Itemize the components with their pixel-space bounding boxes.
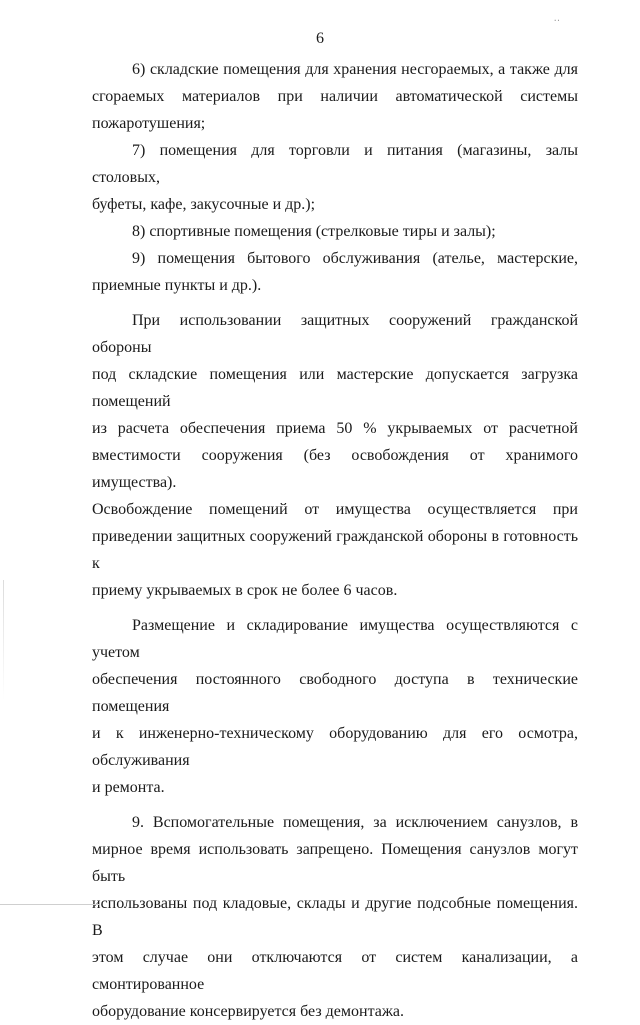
text-line: помещений <box>92 393 171 410</box>
text-line: 6) складские помещения для хранения несгораемых, а также для <box>132 61 578 78</box>
text-line: и ремонта. <box>92 779 165 796</box>
text-line: вместимости сооружения (без освобождения от хранимого имущества). <box>92 447 578 491</box>
text-line: из расчета обеспечения приема 50 % укрываемых от расчетной <box>92 420 578 437</box>
text-line: При использовании защитных сооружений гражданской обороны <box>92 312 578 356</box>
text-line: 9) помещения бытового обслуживания (ателье, мастерские, <box>132 250 578 267</box>
document-body <box>92 56 578 1025</box>
text-line: использованы под кладовые, склады и другие подсобные помещения. В <box>92 895 578 939</box>
text-line: буфеты, кафе, закусочные и др.); <box>92 196 316 213</box>
text-line: приемные пункты и др.). <box>92 277 262 294</box>
scan-edge-trace <box>3 580 4 700</box>
text-line: мирное время использовать запрещено. Помещения санузлов могут быть <box>92 841 578 885</box>
text-line: обеспечения постоянного свободного доступа в технические помещения <box>92 671 578 715</box>
list-item-8 <box>92 218 578 245</box>
paragraph-storage <box>92 612 578 801</box>
paragraph-shelter-usage <box>92 307 578 604</box>
list-item-7 <box>92 137 578 218</box>
text-line: сгораемых материалов при наличии автоматической системы <box>92 88 578 105</box>
text-line: пожаротушения; <box>92 115 206 132</box>
text-line: и к инженерно-техническому оборудованию для его осмотра, <box>92 725 578 742</box>
text-line: оборудование консервируется без демонтажа. <box>92 1003 405 1020</box>
text-line: Освобождение помещений от имущества осуществляется при <box>92 501 578 518</box>
text-line: приведении защитных сооружений гражданской обороны в готовность к <box>92 528 578 572</box>
text-line: 8) спортивные помещения (стрелковые тиры и залы); <box>132 223 496 240</box>
text-line: 9. Вспомогательные помещения, за исключением санузлов, в <box>132 814 578 831</box>
text-line: под складские помещения или мастерские допускается загрузка <box>92 366 578 383</box>
scan-mark: ‧‧ <box>553 16 560 27</box>
text-line: приему укрываемых в срок не более 6 часов. <box>92 582 398 599</box>
text-line: 7) помещения для торговли и питания (магазины, залы столовых, <box>92 142 578 186</box>
paragraph-auxiliary-rooms <box>92 809 578 1025</box>
page-number: 6 <box>316 30 324 47</box>
text-line: этом случае они отключаются от систем канализации, а смонтированное <box>92 949 578 993</box>
text-line: Размещение и складирование имущества осуществляются с учетом <box>92 617 578 661</box>
list-item-6 <box>92 56 578 137</box>
text-line: обслуживания <box>92 752 190 769</box>
list-item-9 <box>92 245 578 299</box>
